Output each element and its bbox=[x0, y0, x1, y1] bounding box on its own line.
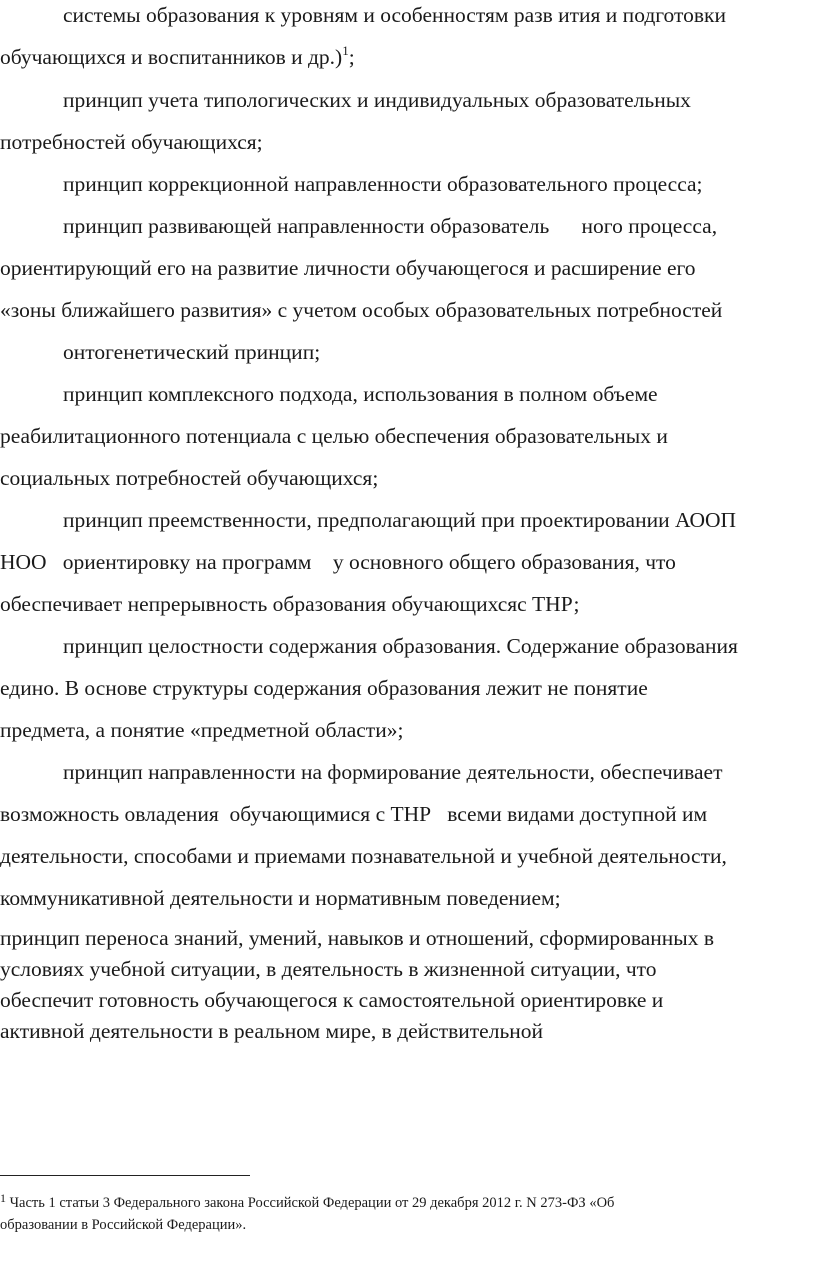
text-line: «зоны ближайшего развития» с учетом особых образовательных потребностей bbox=[0, 298, 723, 322]
text-line: принцип направленности на формирование деятельности, обеспечивает bbox=[63, 760, 723, 784]
text-line: НОО ориентировку на программ у основного общего образования, что bbox=[0, 550, 676, 574]
text-line: обеспечит готовность обучающегося к самостоятельной ориентировке и bbox=[0, 988, 664, 1012]
footnote-line: образовании в Российской Федерации». bbox=[0, 1217, 247, 1233]
footnote-reference[interactable]: 1 bbox=[342, 43, 349, 58]
text-line bbox=[0, 44, 355, 70]
text-line: реабилитационного потенциала с целью обеспечения образовательных и bbox=[0, 424, 668, 448]
footnote-text: Часть 1 статьи 3 Федерального закона Российской Федерации от 29 декабря 2012 г. N 273-ФЗ «Об bbox=[9, 1195, 615, 1211]
text-line: социальных потребностей обучающихся; bbox=[0, 466, 379, 490]
text-line: деятельности, способами и приемами познавательной и учебной деятельности, bbox=[0, 844, 727, 868]
text-line: принцип коррекционной направленности образовательного процесса; bbox=[63, 172, 703, 196]
text-line: обеспечивает непрерывность образования обучающихсяс ТНР; bbox=[0, 592, 580, 616]
footnote-line bbox=[0, 1191, 615, 1212]
text-line: предмета, а понятие «предметной области»; bbox=[0, 718, 404, 742]
text-line-part: обучающихся и воспитанников и др.) bbox=[0, 45, 343, 69]
footnote-number: 1 bbox=[0, 1191, 6, 1205]
text-line: принцип развивающей направленности образователь ного процесса, bbox=[63, 214, 718, 238]
text-line: потребностей обучающихся; bbox=[0, 130, 263, 154]
text-line-part: ; bbox=[348, 45, 355, 69]
text-line: системы образования к уровням и особенностям разв ития и подготовки bbox=[63, 3, 726, 27]
text-line: ориентирующий его на развитие личности обучающегося и расширение его bbox=[0, 256, 696, 280]
text-line: принцип целостности содержания образования. Содержание образования bbox=[63, 634, 738, 658]
text-line: принцип комплексного подхода, использования в полном объеме bbox=[63, 382, 658, 406]
text-line: едино. В основе структуры содержания образования лежит не понятие bbox=[0, 676, 648, 700]
text-line: принцип переноса знаний, умений, навыков и отношений, сформированных в bbox=[0, 926, 715, 950]
text-line: принцип преемственности, предполагающий при проектировании АООП bbox=[63, 508, 737, 532]
text-line: принцип учета типологических и индивидуальных образовательных bbox=[63, 88, 691, 112]
text-line: онтогенетический принцип; bbox=[63, 340, 321, 364]
text-line: возможность овладения обучающимися с ТНР всеми видами доступной им bbox=[0, 802, 708, 826]
footnote-separator bbox=[0, 1175, 250, 1176]
text-line: активной деятельности в реальном мире, в действительной bbox=[0, 1019, 544, 1043]
text-line: условиях учебной ситуации, в деятельность в жизненной ситуации, что bbox=[0, 957, 657, 981]
text-line: коммуникативной деятельности и нормативным поведением; bbox=[0, 886, 561, 910]
